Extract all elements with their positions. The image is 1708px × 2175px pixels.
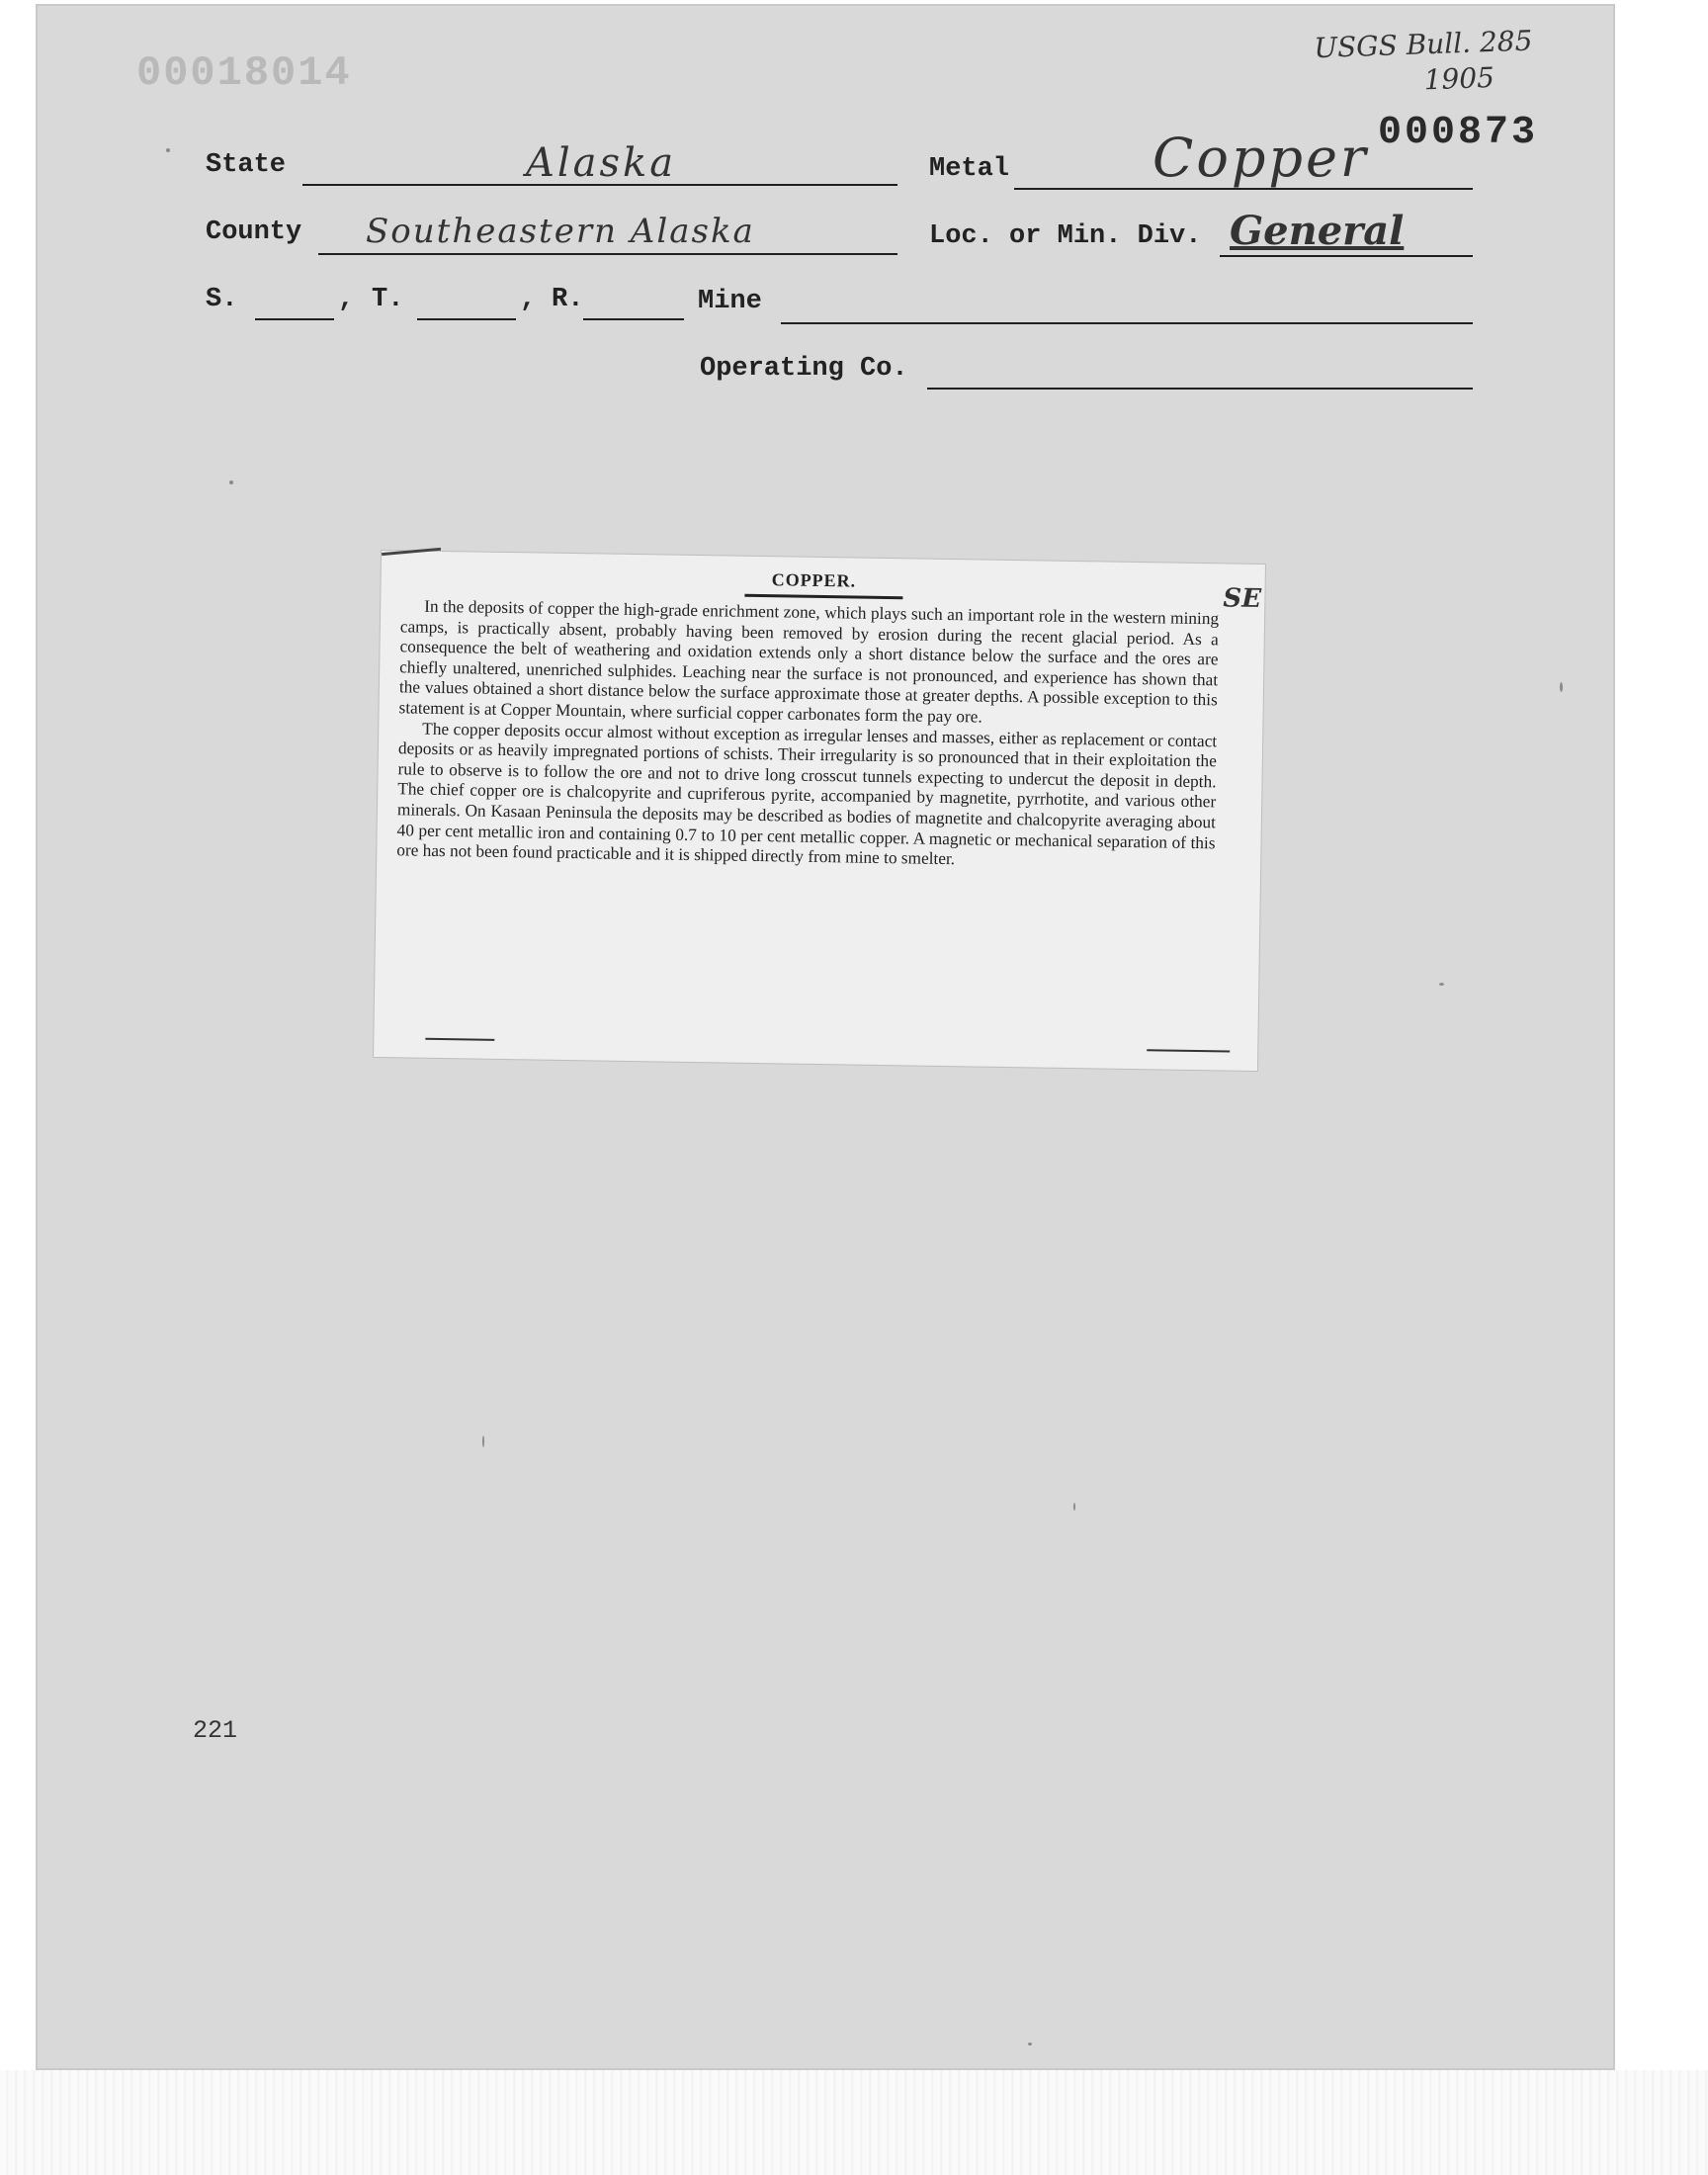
underline-mark-left	[425, 1038, 494, 1041]
county-label: County	[206, 218, 302, 247]
operating-co-label: Operating Co.	[700, 354, 908, 384]
metal-label: Metal	[929, 154, 1010, 184]
county-field-line	[318, 253, 897, 255]
scan-speck	[229, 480, 233, 484]
pasted-clipping	[374, 551, 1265, 1071]
scan-speck	[1073, 1503, 1075, 1511]
document-number: 000873	[1378, 111, 1539, 155]
scan-speck	[1439, 983, 1444, 986]
reference-line-2: 1905	[1423, 60, 1495, 97]
page-number: 221	[193, 1716, 238, 1745]
underline-mark-right	[1147, 1049, 1230, 1052]
mine-field-line	[781, 322, 1473, 324]
state-label: State	[206, 150, 287, 180]
faint-stamp-number: 00018014	[136, 49, 352, 97]
loc-label: Loc. or Min. Div.	[929, 221, 1202, 251]
loc-value: General	[1230, 208, 1405, 254]
township-field-line	[417, 318, 516, 320]
operating-co-field-line	[927, 388, 1473, 390]
scan-speck	[482, 1436, 484, 1447]
scanner-edge-strip	[0, 2070, 1708, 2175]
section-field-line	[255, 318, 334, 320]
state-value: Alaska	[526, 140, 677, 186]
range-field-line	[583, 318, 684, 320]
clipping-body	[396, 596, 1219, 874]
clipping-title: COPPER.	[771, 569, 857, 591]
clipping-paragraph-2: The copper deposits occur almost without exception as irregular lenses and masses, either as replacement or contact deposits or as heavily impregnated portions of schists. Their irregularity is so pronounced that in their exploitation the rule to observe is to follow the ore and not to drive long crosscut tunnels expecting to undercut the deposit in depth. The chief copper ore is chalcopyrite and cupriferous pyrite, accompanied by magnetite, pyrrhotite, and various other minerals. On Kasaan Peninsula the deposits may be described as bodies of magnetite and chalcopyrite averaging about 40 per cent metallic iron and containing 0.7 to 10 per cent metallic copper. A magnetic or mechanical separation of this ore has not been found practicable and it is shipped directly from mine to smelter.	[396, 719, 1218, 869]
scan-speck	[166, 148, 170, 152]
clipping-margin-note: SE	[1223, 583, 1262, 614]
comma-1: ,	[338, 285, 355, 314]
section-label: S.	[206, 285, 238, 314]
clipping-title-underline	[744, 594, 902, 600]
scan-speck	[1560, 682, 1563, 692]
clipping-paragraph-1: In the deposits of copper the high-grade enrichment zone, which plays such an important role in the western mining camps, is practically absent, probably having been removed by erosion during the recent glacial period. As a consequence the belt of weathering and oxidation extends only a short distance below the surface and the ores are chiefly unaltered, unenriched sulphides. Leaching near the surface is not pronounced, and experience has shown that the values obtained a short distance below the surface approximate those at greater depths. A possible exception to this statement is at Copper Mountain, where surficial copper carbonates form the pay ore.	[398, 596, 1220, 727]
handwritten-reference	[1314, 21, 1612, 102]
township-label: T.	[372, 285, 404, 314]
county-value: Southeastern Alaska	[366, 212, 755, 251]
reference-line-1: USGS Bull. 285	[1313, 24, 1533, 65]
mine-label: Mine	[698, 287, 762, 316]
metal-value: Copper	[1153, 127, 1369, 189]
comma-2: ,	[520, 285, 537, 314]
range-label: R.	[552, 285, 584, 314]
scan-speck	[1028, 2043, 1032, 2045]
loc-field-line	[1220, 255, 1473, 257]
